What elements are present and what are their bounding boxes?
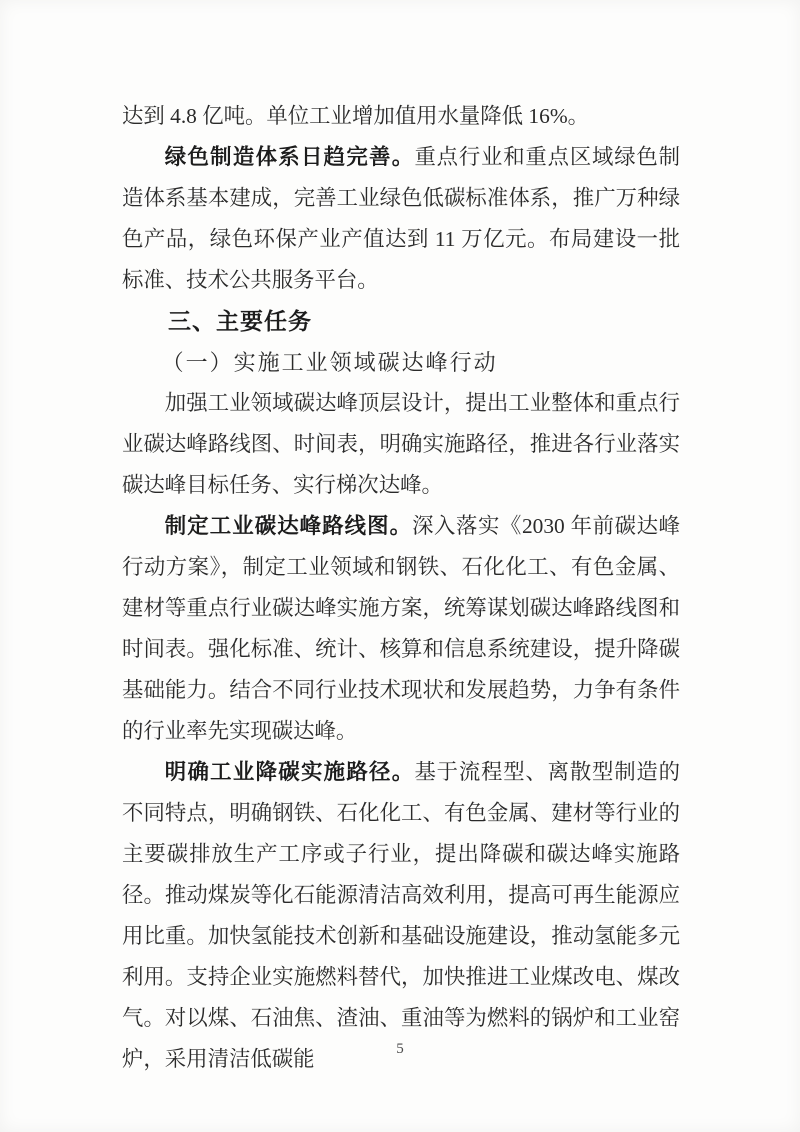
paragraph-green-manufacturing [122, 137, 680, 301]
document-content [122, 96, 680, 1080]
paragraph-roadmap-body: 深入落实《2030 年前碳达峰行动方案》，制定工业领域和钢铁、石化化工、有色金属、建材等重点行业碳达峰实施方案，统筹谋划碳达峰路线图和时间表。强化标准、统计、核算和信息系统建设，提升降碳基础能力。结合不同行业技术现状和发展趋势，力争有条件的行业率先实现碳达峰。 [122, 514, 680, 743]
subsection-heading-carbon-peak-action: （一）实施工业领域碳达峰行动 [161, 350, 498, 375]
paragraph-green-lead: 绿色制造体系日趋完善。 [164, 145, 415, 169]
page-number: 5 [396, 1041, 404, 1057]
paragraph-path-body: 基于流程型、离散型制造的不同特点，明确钢铁、石化化工、有色金属、建材等行业的主要碳排放生产工序或子行业，提出降碳和碳达峰实施路径。推动煤炭等化石能源清洁高效利用，提高可再生能源应用比重。加快氢能技术创新和基础设施建设，推动氢能多元利用。支持企业实施燃料替代，加快推进工业煤改电、煤改气。对以煤、石油焦、渣油、重油等为燃料的锅炉和工业窑炉，采用清洁低碳能 [122, 760, 680, 1071]
paragraph-roadmap-lead: 制定工业碳达峰路线图。 [164, 514, 413, 538]
section-heading-main-tasks: 三、主要任务 [168, 308, 312, 334]
paragraph-top-level-design: 加强工业领域碳达峰顶层设计，提出工业整体和重点行业碳达峰路线图、时间表，明确实施路径，推进各行业落实碳达峰目标任务、实行梯次达峰。 [122, 391, 680, 497]
paragraph-roadmap [122, 506, 680, 752]
paragraph-implementation-path [122, 752, 680, 1080]
paragraph-continuation: 达到 4.8 亿吨。单位工业增加值用水量降低 16%。 [122, 104, 590, 128]
paragraph-green-body: 重点行业和重点区域绿色制造体系基本建成，完善工业绿色低碳标准体系，推广万种绿色产品，绿色环保产业产值达到 11 万亿元。布局建设一批标准、技术公共服务平台。 [122, 145, 680, 292]
paragraph-path-lead: 明确工业降碳实施路径。 [164, 760, 415, 784]
